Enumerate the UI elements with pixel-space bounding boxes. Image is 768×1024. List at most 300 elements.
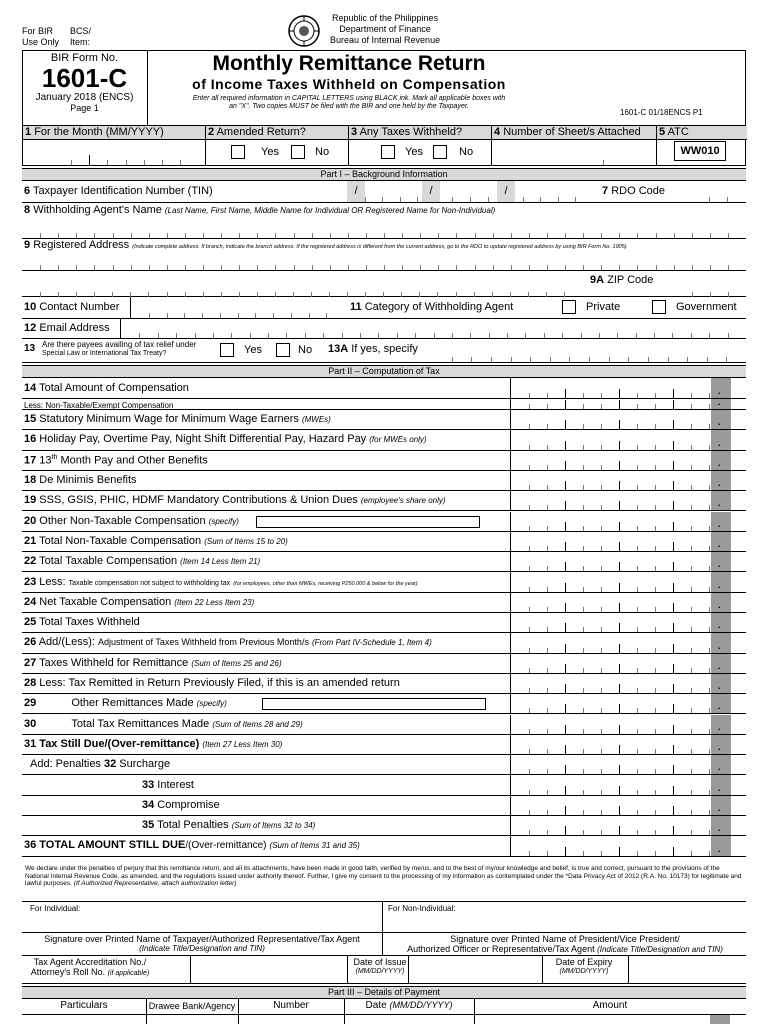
input-tick <box>220 313 221 318</box>
input-tick <box>417 197 418 202</box>
input-tick <box>707 357 708 362</box>
input-tick <box>107 160 108 165</box>
input-tick <box>452 333 453 338</box>
input-tick <box>709 648 710 653</box>
amount-input[interactable] <box>510 430 746 449</box>
input-tick <box>239 233 240 238</box>
input-tick <box>382 197 383 202</box>
input-tick <box>565 233 566 238</box>
contact-input[interactable] <box>130 297 344 318</box>
input-tick <box>250 333 251 338</box>
amount-input[interactable] <box>510 836 746 855</box>
decimal-point: . <box>718 518 721 529</box>
input-tick <box>601 424 602 429</box>
relief-no-checkbox[interactable] <box>276 343 290 357</box>
input-tick <box>673 623 674 632</box>
input-tick <box>529 830 530 835</box>
expiry-label: Date of Expiry (MM/DD/YYYY) <box>555 957 613 975</box>
input-tick <box>291 313 292 318</box>
input-tick <box>257 265 258 270</box>
input-tick <box>309 313 310 318</box>
decimal-separator <box>711 735 731 754</box>
input-tick <box>583 688 584 693</box>
amount-input[interactable] <box>510 816 746 835</box>
input-tick <box>203 233 204 238</box>
contact-label: 10 Contact Number <box>24 301 120 313</box>
input-tick <box>583 668 584 673</box>
decimal-point: . <box>718 640 721 651</box>
input-tick <box>709 393 710 398</box>
input-tick <box>434 333 435 338</box>
input-tick <box>691 810 692 815</box>
input-tick <box>583 729 584 734</box>
decimal-point: . <box>718 559 721 570</box>
input-tick <box>637 393 638 398</box>
computation-row-label: 28 Less: Tax Remitted in Return Previously Filed, if this is an amended return <box>24 677 400 690</box>
input-tick <box>687 357 688 362</box>
input-tick <box>305 333 306 338</box>
input-tick <box>619 664 620 673</box>
input-tick <box>330 265 331 270</box>
input-tick <box>674 233 675 238</box>
input-tick <box>294 233 295 238</box>
input-tick <box>167 233 168 238</box>
decimal-point: . <box>718 762 721 773</box>
computation-row <box>22 715 746 735</box>
computation-row-label: 26 Add/(Less): Adjustment of Taxes Withheld from Previous Month/s (From Part IV-Schedule 1, Item 4) <box>24 636 432 649</box>
input-tick <box>601 830 602 835</box>
input-tick <box>529 790 530 795</box>
address-input-line1[interactable] <box>22 253 746 271</box>
decimal-separator <box>711 430 731 449</box>
input-tick <box>348 265 349 270</box>
input-tick <box>668 357 669 362</box>
input-tick <box>655 769 656 774</box>
part1-title: Part I – Background Information <box>22 168 746 181</box>
input-tick <box>601 587 602 592</box>
input-tick <box>547 393 548 398</box>
amount-input[interactable] <box>510 532 746 551</box>
input-tick <box>529 265 530 270</box>
amount-input[interactable] <box>510 512 746 531</box>
amount-input[interactable] <box>510 471 746 490</box>
computation-row-label: 15 Statutory Minimum Wage for Minimum Wage Earners (MWEs) <box>24 413 331 426</box>
input-tick <box>655 668 656 673</box>
computation-row-label: 18 De Minimis Benefits <box>24 474 137 487</box>
input-tick <box>637 526 638 531</box>
tin-separator: / <box>347 181 365 202</box>
computation-row-label: 35 Total Penalties (Sum of Items 32 to 34) <box>142 819 316 832</box>
form-number: 1601-C <box>41 63 128 93</box>
decimal-separator <box>711 633 731 652</box>
input-tick <box>709 749 710 754</box>
amount-input[interactable] <box>510 654 746 673</box>
input-tick <box>180 160 181 165</box>
input-tick <box>709 546 710 551</box>
input-tick <box>294 265 295 270</box>
computation-row-label: 29 Other Remittances Made (specify) <box>24 697 227 710</box>
agent-name-input[interactable] <box>22 218 746 238</box>
specify-field[interactable] <box>262 698 486 710</box>
input-tick <box>565 745 566 754</box>
input-tick <box>619 542 620 551</box>
input-tick <box>493 233 494 238</box>
input-tick <box>673 786 674 795</box>
withheld-yes-checkbox[interactable] <box>381 145 395 159</box>
input-tick <box>603 160 604 165</box>
input-tick <box>709 485 710 490</box>
atc-label: 5 ATC <box>659 126 689 138</box>
input-tick <box>655 445 656 450</box>
atc-value[interactable]: WW010 <box>674 141 726 161</box>
decimal-point: . <box>718 539 721 550</box>
input-tick <box>113 265 114 270</box>
input-tick <box>589 357 590 362</box>
input-tick <box>402 265 403 270</box>
input-tick <box>275 233 276 238</box>
email-row <box>22 319 746 339</box>
input-tick <box>728 233 729 238</box>
input-tick <box>583 566 584 571</box>
amount-input[interactable] <box>510 572 746 591</box>
zip-input[interactable] <box>674 271 746 297</box>
address-row <box>22 239 746 297</box>
decimal-separator <box>711 593 731 612</box>
input-tick <box>637 465 638 470</box>
amount-input[interactable] <box>510 694 746 713</box>
computation-row <box>22 572 746 592</box>
input-tick <box>286 333 287 338</box>
input-tick <box>529 648 530 653</box>
input-tick <box>540 197 541 202</box>
input-tick <box>529 424 530 429</box>
input-tick <box>547 769 548 774</box>
input-tick <box>569 357 570 362</box>
rdo-input[interactable] <box>692 181 744 202</box>
input-tick <box>547 830 548 835</box>
computation-row-label: 33 Interest <box>142 778 194 791</box>
input-tick <box>202 313 203 318</box>
input-tick <box>619 583 620 592</box>
input-tick <box>601 265 602 270</box>
input-tick <box>547 749 548 754</box>
input-tick <box>511 265 512 270</box>
private-label: Private <box>586 301 621 313</box>
input-tick <box>637 424 638 429</box>
computation-row <box>22 471 746 491</box>
input-tick <box>637 587 638 592</box>
input-tick <box>529 749 530 754</box>
input-tick <box>221 233 222 238</box>
top-fields-row <box>22 126 746 166</box>
input-tick <box>529 233 530 238</box>
input-tick <box>547 790 548 795</box>
form-subtitle: of Income Taxes Withheld on Compensation <box>192 76 506 92</box>
input-tick <box>167 313 168 318</box>
input-tick <box>529 688 530 693</box>
amount-input[interactable] <box>510 674 746 693</box>
input-tick <box>583 851 584 856</box>
decimal-separator <box>711 399 731 409</box>
part3-title: Part III – Details of Payment <box>22 986 746 999</box>
part2-title: Part II – Computation of Tax <box>22 365 746 378</box>
input-tick <box>601 526 602 531</box>
input-tick <box>565 420 566 429</box>
decimal-separator <box>711 572 731 591</box>
input-tick <box>565 265 566 270</box>
input-tick <box>637 851 638 856</box>
input-tick <box>195 333 196 338</box>
input-tick <box>378 333 379 338</box>
input-tick <box>493 265 494 270</box>
input-tick <box>547 627 548 632</box>
month-label: 1 For the Month (MM/YYYY) <box>25 126 164 138</box>
input-tick <box>709 708 710 713</box>
input-tick <box>691 393 692 398</box>
amount-input[interactable] <box>510 451 746 470</box>
amount-input[interactable] <box>510 796 746 815</box>
input-tick <box>149 265 150 270</box>
republic-text: Republic of the Philippines <box>332 13 439 23</box>
title-block <box>150 52 548 111</box>
input-tick <box>275 265 276 270</box>
input-tick <box>583 485 584 490</box>
input-tick <box>709 729 710 734</box>
input-tick <box>438 233 439 238</box>
input-tick <box>619 265 620 270</box>
input-tick <box>637 546 638 551</box>
input-tick <box>655 404 656 409</box>
input-tick <box>655 688 656 693</box>
relief-yes-checkbox[interactable] <box>220 343 234 357</box>
decimal-separator <box>711 378 731 398</box>
input-tick <box>162 160 163 165</box>
input-tick <box>601 688 602 693</box>
input-tick <box>709 197 710 202</box>
decimal-point: . <box>718 599 721 610</box>
input-tick <box>691 424 692 429</box>
input-tick <box>673 522 674 531</box>
input-tick <box>601 790 602 795</box>
decimal-point: . <box>718 579 721 590</box>
input-tick <box>637 708 638 713</box>
input-tick <box>565 562 566 571</box>
input-tick <box>601 769 602 774</box>
amended-yes-checkbox[interactable] <box>231 145 245 159</box>
input-tick <box>547 424 548 429</box>
private-checkbox[interactable] <box>562 300 576 314</box>
input-tick <box>94 233 95 238</box>
input-tick <box>511 357 512 362</box>
input-tick <box>583 404 584 409</box>
decimal-separator <box>711 654 731 673</box>
input-tick <box>547 465 548 470</box>
input-tick <box>619 562 620 571</box>
input-tick <box>523 197 524 202</box>
input-tick <box>565 765 566 774</box>
input-tick <box>583 546 584 551</box>
input-tick <box>601 648 602 653</box>
input-tick <box>637 566 638 571</box>
input-tick <box>221 265 222 270</box>
input-tick <box>691 749 692 754</box>
input-tick <box>583 233 584 238</box>
input-tick <box>673 847 674 856</box>
barcode-icon <box>552 58 742 106</box>
input-tick <box>601 546 602 551</box>
input-tick <box>185 233 186 238</box>
department-text: Department of Finance <box>339 24 431 34</box>
input-tick <box>529 393 530 398</box>
individual-signature-line[interactable]: Signature over Printed Name of Taxpayer/Authorized Representative/Tax Agent (Indicate Title/Designation and TIN) <box>44 934 360 953</box>
amount-input[interactable] <box>510 775 746 794</box>
decimal-separator <box>711 491 731 510</box>
decimal-separator <box>711 816 731 835</box>
input-tick <box>323 333 324 338</box>
input-tick <box>691 485 692 490</box>
input-tick <box>637 505 638 510</box>
decimal-separator <box>711 471 731 490</box>
input-tick <box>583 810 584 815</box>
input-tick <box>312 233 313 238</box>
input-tick <box>131 233 132 238</box>
input-tick <box>709 424 710 429</box>
amount-input[interactable] <box>510 735 746 754</box>
relief-num: 13 <box>24 343 36 354</box>
amount-input[interactable] <box>510 399 746 409</box>
input-tick <box>184 313 185 318</box>
input-tick <box>673 400 674 409</box>
input-tick <box>673 684 674 693</box>
specify-input[interactable] <box>432 339 746 362</box>
input-tick <box>691 465 692 470</box>
bir-seal-icon <box>287 14 321 48</box>
relief-label: Are there payees availing of tax relief under Special Law or International Tax Treaty? <box>42 340 197 357</box>
input-tick <box>691 607 692 612</box>
decimal-point: . <box>718 457 721 468</box>
input-tick <box>529 810 530 815</box>
amount-input[interactable] <box>510 755 746 774</box>
input-tick <box>76 233 77 238</box>
input-tick <box>452 197 453 202</box>
government-checkbox[interactable] <box>652 300 666 314</box>
input-tick <box>565 786 566 795</box>
specify-field[interactable] <box>256 516 480 528</box>
decimal-point: . <box>718 802 721 813</box>
amount-input[interactable] <box>510 633 746 652</box>
input-tick <box>565 644 566 653</box>
computation-row-label: 22 Total Taxable Compensation (Item 14 Less Item 21) <box>24 555 261 568</box>
input-tick <box>673 806 674 815</box>
input-tick <box>565 542 566 551</box>
input-tick <box>257 233 258 238</box>
input-tick <box>452 357 453 362</box>
computation-row <box>22 694 746 714</box>
amended-no-checkbox[interactable] <box>291 145 305 159</box>
amount-input[interactable] <box>510 378 746 398</box>
tin-input[interactable] <box>347 181 593 202</box>
decimal-point: . <box>718 660 721 671</box>
input-tick <box>691 333 692 338</box>
specify-label: 13A If yes, specify <box>328 343 418 355</box>
computation-row <box>22 378 746 399</box>
input-tick <box>655 749 656 754</box>
amount-input[interactable] <box>510 410 746 429</box>
input-tick <box>149 313 150 318</box>
input-tick <box>529 587 530 592</box>
input-tick <box>507 333 508 338</box>
input-tick <box>672 333 673 338</box>
input-tick <box>547 851 548 856</box>
computation-row <box>22 532 746 552</box>
input-tick <box>619 522 620 531</box>
input-tick <box>709 627 710 632</box>
input-tick <box>139 333 140 338</box>
non-individual-signature-line[interactable]: Signature over Printed Name of President/Vice President/ Authorized Officer or Representative/Tax Agent (Indicate Title/Designation and TIN) <box>407 934 723 954</box>
input-tick <box>710 265 711 270</box>
decimal-separator <box>711 694 731 713</box>
decimal-point: . <box>718 843 721 854</box>
government-label: Government <box>676 301 737 313</box>
issue-label: Date of Issue (MM/DD/YYYY) <box>353 957 407 975</box>
input-tick <box>565 522 566 531</box>
withheld-no-checkbox[interactable] <box>433 145 447 159</box>
computation-row-label: 34 Compromise <box>142 798 220 811</box>
for-non-individual-label: For Non-Individual: <box>388 904 456 913</box>
amount-input[interactable] <box>510 715 746 734</box>
amount-input[interactable] <box>510 613 746 632</box>
amount-input[interactable] <box>510 491 746 510</box>
input-tick <box>601 729 602 734</box>
input-tick <box>726 357 727 362</box>
decimal-point: . <box>718 397 721 407</box>
computation-row-label: 19 SSS, GSIS, PHIC, HDMF Mandatory Contributions & Union Dues (employee's share only) <box>24 494 446 507</box>
address-input-line2[interactable] <box>22 271 582 297</box>
amount-input[interactable] <box>510 593 746 612</box>
input-tick <box>470 197 471 202</box>
amount-input[interactable] <box>510 552 746 571</box>
input-tick <box>655 546 656 551</box>
input-tick <box>709 688 710 693</box>
input-tick <box>185 265 186 270</box>
email-input[interactable] <box>120 319 746 338</box>
input-tick <box>583 749 584 754</box>
decimal-point: . <box>718 620 721 631</box>
declaration-text: We declare under the penalties of perjury that this remittance return, and all its attachments, have been made in good faith, verified by me/us, and to the best of my/our knowledge and belief, is true and correct, pursuant to the provisions of the National Internal Revenue Code, as amended, and the regulations issued under authority thereof. Further, I give my consent to the processing of my information as contemplated under the *Data Privacy Act of 2012 (R.A. No. 10173) for legitimate and lawful purposes. (If Authorized Representative, attach authorization letter) <box>22 864 746 902</box>
decimal-separator <box>711 410 731 429</box>
input-tick <box>673 745 674 754</box>
input-tick <box>420 233 421 238</box>
input-tick <box>58 265 59 270</box>
amount-header: Amount <box>592 1000 628 1011</box>
input-tick <box>601 627 602 632</box>
input-tick <box>709 465 710 470</box>
tin-separator: / <box>497 181 515 202</box>
input-tick <box>673 461 674 470</box>
withheld-no-label: No <box>459 146 474 158</box>
input-tick <box>601 607 602 612</box>
input-tick <box>691 546 692 551</box>
input-tick <box>475 233 476 238</box>
input-tick <box>203 265 204 270</box>
month-input[interactable] <box>53 140 198 165</box>
computation-row <box>22 410 746 430</box>
computation-row-label: 16 Holiday Pay, Overtime Pay, Night Shift Differential Pay, Hazard Pay (for MWEs only) <box>24 433 427 446</box>
item-label: Item: <box>70 37 91 47</box>
input-tick <box>691 851 692 856</box>
sheets-input[interactable] <box>563 140 643 165</box>
input-tick <box>213 333 214 338</box>
